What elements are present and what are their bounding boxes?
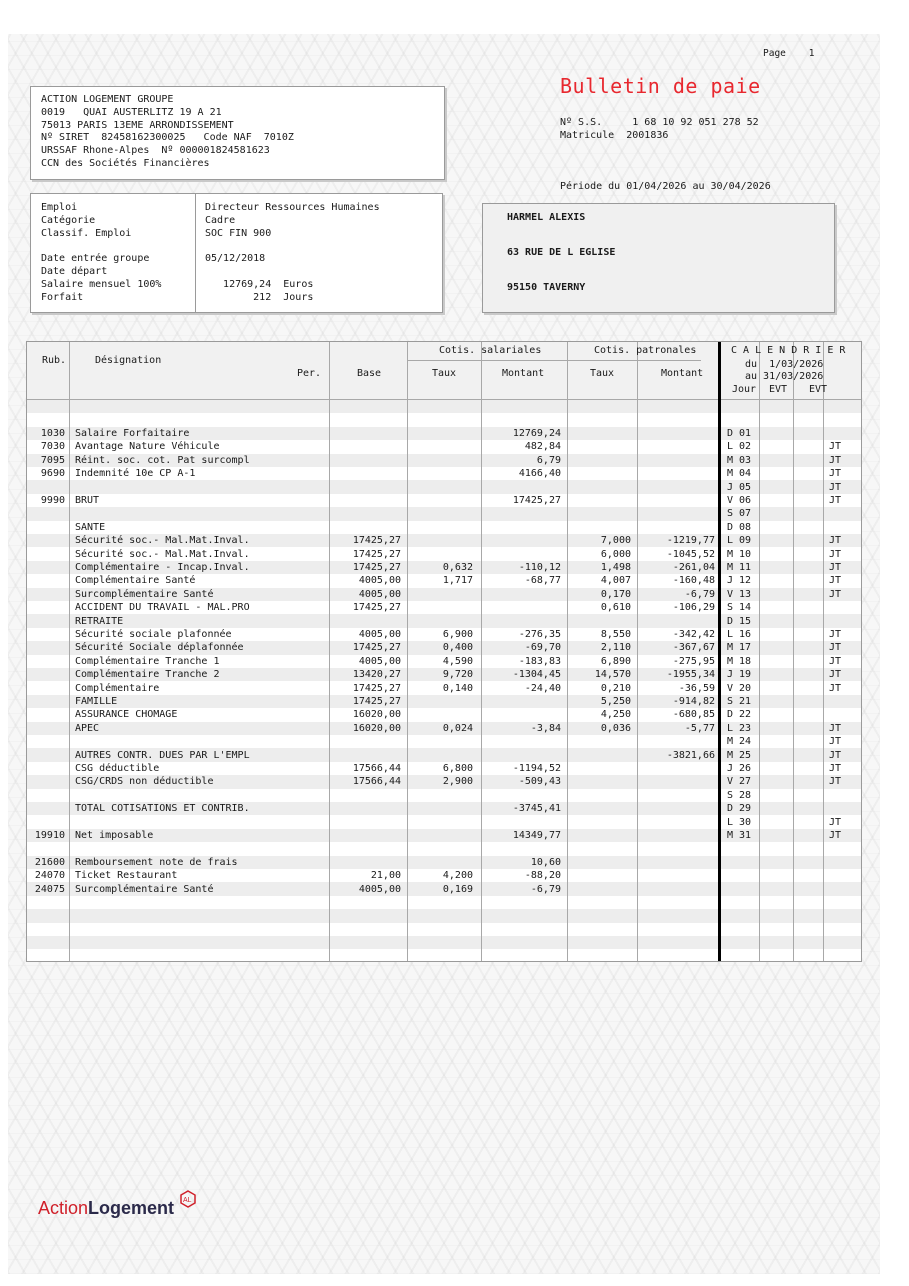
job-box: [30, 193, 443, 313]
cell-base: 4005,00: [358, 883, 401, 895]
cell-base: 4005,00: [358, 629, 401, 640]
cell-base: 17425,27: [352, 682, 401, 694]
cell-evt: JT: [829, 468, 842, 480]
cell-day: V 13: [727, 588, 752, 600]
cell-evt: JT: [829, 454, 842, 466]
cell-sm: -183,83: [518, 655, 561, 667]
cell-base: 17566,44: [352, 763, 401, 774]
cell-day: L 09: [727, 535, 752, 547]
cell-rub: 7030: [40, 441, 65, 453]
cell-des: Salaire Forfaitaire: [75, 428, 190, 439]
cell-pm: -261,04: [672, 562, 715, 573]
job-values-4: 05/12/2018: [205, 253, 266, 265]
job-labels-6: Salaire mensuel 100%: [41, 278, 162, 290]
cell-pt: 2,110: [600, 642, 631, 654]
cell-day: M 18: [727, 655, 752, 667]
cell-st: 9,720: [442, 669, 473, 681]
job-labels-7: Forfait: [41, 291, 84, 303]
employee-street: 63 RUE DE L EGLISE: [507, 247, 616, 258]
cell-base: 16020,00: [352, 709, 401, 721]
employee-city: 95150 TAVERNY: [507, 282, 586, 293]
cell-evt: JT: [829, 682, 842, 694]
cell-day: D 01: [727, 428, 752, 439]
cell-evt: JT: [829, 749, 842, 761]
cell-evt: JT: [829, 722, 842, 734]
job-values-0: Directeur Ressources Humaines: [205, 202, 380, 213]
cell-des: Réint. soc. cot. Pat surcompl: [75, 454, 250, 466]
cell-base: 17425,27: [352, 535, 401, 547]
job-labels: [41, 202, 161, 304]
cell-sm: -88,20: [524, 870, 561, 882]
cell-pt: 5,250: [600, 696, 631, 707]
cell-st: 0,632: [442, 562, 473, 573]
cell-base: 21,00: [370, 870, 401, 882]
cell-pt: 0,210: [600, 682, 631, 694]
cell-day: D 08: [727, 521, 752, 533]
cell-day: M 17: [727, 642, 752, 654]
employer-lines-2: 75013 PARIS 13EME ARRONDISSEMENT: [41, 119, 234, 131]
header-taux-patronal: Taux: [590, 368, 615, 379]
employee-address-box: [482, 203, 835, 313]
cell-sm: 482,84: [524, 441, 561, 453]
cell-pt: 6,890: [600, 655, 631, 667]
cell-des: Avantage Nature Véhicule: [75, 441, 220, 453]
cell-pm: -1045,52: [666, 548, 715, 560]
cell-day: M 04: [727, 468, 752, 480]
cell-pt: 0,170: [600, 588, 631, 600]
cell-des: SANTE: [75, 521, 106, 533]
cell-des: Surcomplémentaire Santé: [75, 883, 214, 895]
cell-base: 16020,00: [352, 722, 401, 734]
cell-st: 4,590: [442, 655, 473, 667]
cell-st: 6,800: [442, 763, 473, 774]
cell-day: L 02: [727, 441, 752, 453]
cell-day: M 11: [727, 562, 752, 573]
job-values-5: [205, 266, 380, 279]
cell-des: CSG/CRDS non déductible: [75, 776, 214, 788]
cell-day: M 24: [727, 736, 752, 748]
cell-des: Complémentaire Tranche 1: [75, 655, 220, 667]
cell-pt: 4,250: [600, 709, 631, 721]
cell-sm: 17425,27: [512, 495, 561, 506]
header-evt-2: EVT: [809, 384, 828, 395]
cell-evt: JT: [829, 655, 842, 667]
job-values-2: SOC FIN 900: [205, 227, 272, 239]
cell-sm: -3745,41: [512, 803, 561, 815]
employer-info: [41, 94, 294, 171]
cell-des: ASSURANCE CHOMAGE: [75, 709, 178, 721]
cell-pt: 14,570: [594, 669, 631, 681]
cell-evt: JT: [829, 548, 842, 560]
employee-name: HARMEL ALEXIS: [507, 212, 586, 223]
cell-st: 1,717: [442, 575, 473, 587]
cell-base: 17425,27: [352, 696, 401, 707]
cell-des: APEC: [75, 722, 100, 734]
cell-sm: -68,77: [524, 575, 561, 587]
employer-box: [30, 86, 445, 180]
cell-day: J 12: [727, 575, 752, 587]
cell-pm: -3821,66: [666, 749, 715, 761]
cell-des: Complémentaire Santé: [75, 575, 196, 587]
header-base: Base: [357, 368, 382, 379]
cell-day: M 10: [727, 548, 752, 560]
row-stripe: [27, 909, 861, 922]
cell-des: Indemnité 10e CP A-1: [75, 468, 196, 480]
header-cal-to: au 31/03/2026: [745, 371, 824, 382]
cell-sm: -110,12: [518, 562, 561, 573]
cell-pt: 1,498: [600, 562, 631, 573]
cell-evt: JT: [829, 629, 842, 640]
cell-pm: -106,29: [672, 602, 715, 614]
employer-lines-3: Nº SIRET 82458162300025 Code NAF 7010Z: [41, 132, 294, 144]
header-cal-from: du 1/03/2026: [745, 359, 824, 370]
header-evt-1: EVT: [769, 384, 788, 395]
cell-sm: 4166,40: [518, 468, 561, 480]
job-values-6: 12769,24 Euros: [205, 278, 314, 290]
cell-day: S 14: [727, 602, 752, 614]
employer-lines-5: CCN des Sociétés Financières: [41, 157, 210, 169]
cell-base: 17425,27: [352, 602, 401, 614]
cell-rub: 24075: [34, 883, 65, 895]
cell-des: CSG déductible: [75, 763, 160, 774]
cell-evt: JT: [829, 642, 842, 654]
cell-pm: -36,59: [678, 682, 715, 694]
cell-day: L 16: [727, 629, 752, 640]
cell-day: S 07: [727, 508, 752, 520]
cell-pm: -6,79: [684, 588, 715, 600]
cell-evt: JT: [829, 736, 842, 748]
job-labels-5: Date départ: [41, 265, 108, 277]
cell-rub: 7095: [40, 454, 65, 466]
pay-period: Période du 01/04/2026 au 30/04/2026: [560, 181, 771, 192]
cell-rub: 1030: [40, 428, 65, 439]
cell-des: Remboursement note de frais: [75, 856, 238, 868]
cell-pm: -914,82: [672, 696, 715, 707]
cell-evt: JT: [829, 441, 842, 453]
cell-sm: 6,79: [536, 454, 561, 466]
cell-rub: 9690: [40, 468, 65, 480]
cell-evt: JT: [829, 669, 842, 681]
cell-des: AUTRES CONTR. DUES PAR L'EMPL: [75, 749, 250, 761]
cell-sm: -24,40: [524, 682, 561, 694]
cell-des: Net imposable: [75, 830, 154, 841]
cell-rub: 21600: [34, 856, 65, 868]
cell-st: 2,900: [442, 776, 473, 788]
cell-des: Sécurité Sociale déplafonnée: [75, 642, 244, 654]
cell-day: M 03: [727, 454, 752, 466]
cell-day: J 05: [727, 481, 752, 493]
cell-des: Complémentaire: [75, 682, 160, 694]
cell-pm: -1219,77: [666, 535, 715, 547]
job-values-3: [205, 240, 380, 253]
cell-st: 0,169: [442, 883, 473, 895]
page-number: Page 1: [763, 48, 815, 59]
cell-pm: -367,67: [672, 642, 715, 654]
cell-base: 4005,00: [358, 588, 401, 600]
job-values-1: Cadre: [205, 214, 236, 226]
cell-sm: -1194,52: [512, 763, 561, 774]
cell-sm: -276,35: [518, 629, 561, 640]
cell-st: 0,400: [442, 642, 473, 654]
job-values-7: 212 Jours: [205, 291, 314, 303]
cell-evt: JT: [829, 830, 842, 841]
cell-pm: -5,77: [684, 722, 715, 734]
cell-rub: 24070: [34, 870, 65, 882]
job-labels-0: Emploi: [41, 202, 78, 213]
cell-day: L 23: [727, 722, 752, 734]
cell-pt: 8,550: [600, 629, 631, 640]
header-montant-patronal: Montant: [661, 368, 704, 379]
row-stripe: [27, 400, 861, 413]
header-taux-salarial: Taux: [432, 368, 457, 379]
header-cotis-salariales: Cotis. salariales: [439, 345, 542, 356]
action-logement-logo: ActionLogement AL: [38, 1190, 197, 1219]
cell-sm: -69,70: [524, 642, 561, 654]
cell-evt: JT: [829, 495, 842, 506]
job-labels-4: Date entrée groupe: [41, 253, 150, 265]
header-per: Per.: [297, 368, 322, 379]
header-rub: Rub.: [42, 355, 67, 366]
cell-day: D 29: [727, 803, 752, 815]
cell-sm: -6,79: [530, 883, 561, 895]
cell-sm: -3,84: [530, 722, 561, 734]
cell-day: V 20: [727, 682, 752, 694]
cell-day: D 22: [727, 709, 752, 721]
employer-lines-1: 0019 QUAI AUSTERLITZ 19 A 21: [41, 106, 222, 118]
header-cotis-patronales: Cotis. patronales: [594, 345, 697, 356]
cell-day: V 06: [727, 495, 752, 506]
cell-des: Ticket Restaurant: [75, 870, 178, 882]
cell-des: Sécurité soc.- Mal.Mat.Inval.: [75, 548, 250, 560]
cell-sm: 14349,77: [512, 830, 561, 841]
cell-pt: 6,000: [600, 548, 631, 560]
cell-pt: 7,000: [600, 535, 631, 547]
cell-pt: 0,610: [600, 602, 631, 614]
row-stripe: [27, 936, 861, 949]
job-labels-2: Classif. Emploi: [41, 227, 132, 239]
cell-evt: JT: [829, 481, 842, 493]
cell-base: 4005,00: [358, 655, 401, 667]
cell-pt: 4,007: [600, 575, 631, 587]
payslip-table: [26, 341, 862, 962]
cell-pm: -342,42: [672, 629, 715, 640]
cell-pm: -160,48: [672, 575, 715, 587]
cell-st: 0,024: [442, 722, 473, 734]
cell-pm: -1955,34: [666, 669, 715, 681]
cell-st: 6,900: [442, 629, 473, 640]
cell-evt: JT: [829, 588, 842, 600]
cell-sm: 10,60: [530, 856, 561, 868]
cell-evt: JT: [829, 575, 842, 587]
cell-base: 4005,00: [358, 575, 401, 587]
cell-day: J 19: [727, 669, 752, 681]
employee-ids: Nº S.S. 1 68 10 92 051 278 52 Matricule 2001836: [560, 117, 759, 141]
job-values: [205, 202, 380, 304]
cell-des: Complémentaire Tranche 2: [75, 669, 220, 681]
cell-day: D 15: [727, 615, 752, 627]
cell-pm: -680,85: [672, 709, 715, 721]
job-labels-1: Catégorie: [41, 214, 96, 226]
cell-des: ACCIDENT DU TRAVAIL - MAL.PRO: [75, 602, 250, 614]
cell-day: M 31: [727, 830, 752, 841]
svg-text:AL: AL: [183, 1197, 192, 1204]
cell-evt: JT: [829, 816, 842, 828]
cell-pm: -275,95: [672, 655, 715, 667]
cell-st: 0,140: [442, 682, 473, 694]
cell-sm: -509,43: [518, 776, 561, 788]
employer-lines-0: ACTION LOGEMENT GROUPE: [41, 94, 174, 105]
cell-base: 17566,44: [352, 776, 401, 788]
cell-des: Sécurité soc.- Mal.Mat.Inval.: [75, 535, 250, 547]
cell-day: S 21: [727, 696, 752, 707]
cell-st: 4,200: [442, 870, 473, 882]
cell-day: J 26: [727, 763, 752, 774]
cell-evt: JT: [829, 562, 842, 573]
header-montant-salarial: Montant: [502, 368, 545, 379]
job-labels-3: [41, 240, 161, 253]
cell-base: 17425,27: [352, 548, 401, 560]
cell-base: 13420,27: [352, 669, 401, 681]
cell-evt: JT: [829, 535, 842, 547]
cell-sm: -1304,45: [512, 669, 561, 681]
cell-des: BRUT: [75, 495, 100, 506]
cell-day: S 28: [727, 789, 752, 801]
employer-lines-4: URSSAF Rhone-Alpes Nº 000001824581623: [41, 145, 270, 157]
cell-des: Complémentaire - Incap.Inval.: [75, 562, 250, 573]
cell-des: FAMILLE: [75, 696, 118, 707]
cell-base: 17425,27: [352, 642, 401, 654]
cell-base: 17425,27: [352, 562, 401, 573]
cell-rub: 9990: [40, 495, 65, 506]
cell-rub: 19910: [34, 830, 65, 841]
logo-mark-icon: [179, 1190, 197, 1208]
header-designation: Désignation: [95, 355, 162, 366]
cell-des: Surcomplémentaire Santé: [75, 588, 214, 600]
cell-des: Sécurité sociale plafonnée: [75, 629, 232, 640]
cell-day: L 30: [727, 816, 752, 828]
cell-sm: 12769,24: [512, 428, 561, 439]
cell-evt: JT: [829, 776, 842, 788]
cell-des: RETRAITE: [75, 615, 124, 627]
document-title: Bulletin de paie: [560, 74, 761, 98]
cell-des: TOTAL COTISATIONS ET CONTRIB.: [75, 803, 250, 815]
cell-day: M 25: [727, 749, 752, 761]
header-calendrier: C A L E N D R I E R: [731, 345, 846, 356]
cell-evt: JT: [829, 763, 842, 774]
header-jour: Jour: [732, 384, 757, 395]
cell-pt: 0,036: [600, 722, 631, 734]
cell-day: V 27: [727, 776, 752, 788]
